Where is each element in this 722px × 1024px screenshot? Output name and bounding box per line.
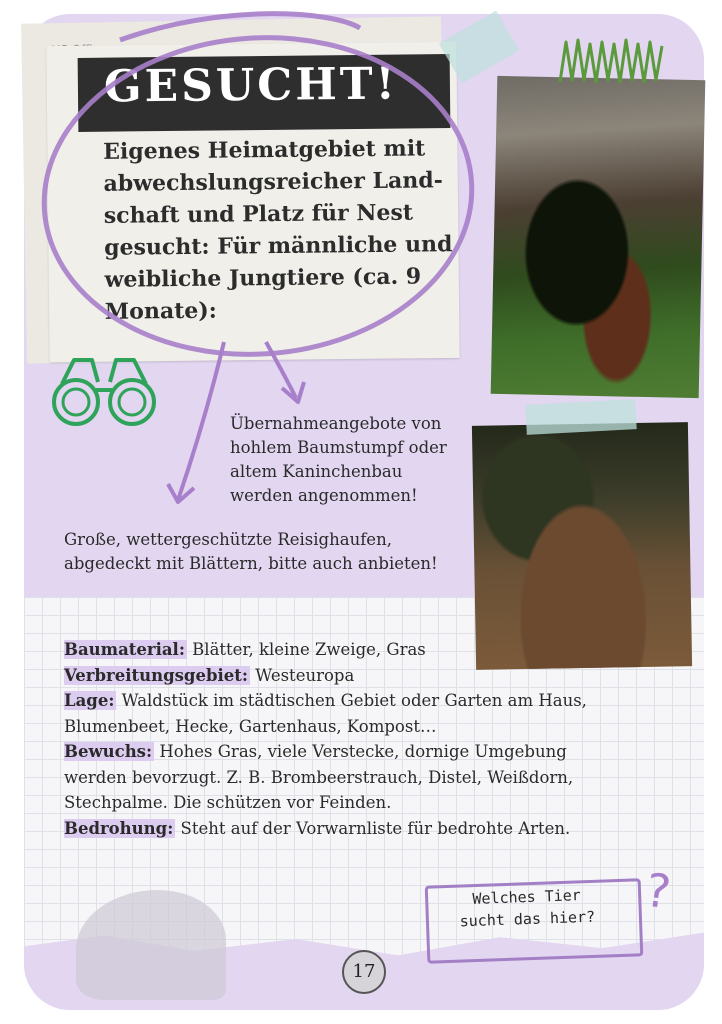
question-mark-icon: ? bbox=[642, 862, 675, 920]
fact-distribution bbox=[64, 663, 624, 689]
fact-location bbox=[64, 688, 624, 739]
fact-label: Bedrohung: bbox=[64, 818, 174, 838]
fact-value: Westeuropa bbox=[249, 665, 355, 685]
tape-strip bbox=[525, 399, 636, 435]
quiz-line-1: Welches Tier bbox=[472, 886, 582, 908]
offer-text: Übernahmeangebote von hohlem Baumstumpf oder altem Kaninchenbau werden angenommen! bbox=[230, 414, 447, 505]
fact-label: Verbreitungsgebiet: bbox=[64, 665, 248, 685]
fact-label: Lage: bbox=[64, 691, 115, 710]
fact-building-material bbox=[64, 637, 624, 663]
page-number: 17 bbox=[342, 950, 386, 994]
fact-value: Hohes Gras, viele Verstecke, dornige Umgebung werden bevorzugt. Z. B. Brombeerstrauch, Distel, Weißdorn, Stechpalme. Die schützen vor Feinden. bbox=[64, 742, 574, 812]
brush-pile-text: Große, wettergeschützte Reisighaufen, abgedeckt mit Blättern, bitte auch anbieten! bbox=[64, 530, 438, 573]
fact-value: Steht auf der Vorwarnliste für bedrohte Arten. bbox=[175, 818, 571, 838]
newspaper-title: GESUCHT! bbox=[103, 58, 399, 113]
brush-pile-photo bbox=[472, 422, 692, 670]
quiz-line-2: sucht das hier? bbox=[459, 907, 596, 931]
facts-list bbox=[64, 637, 624, 841]
fact-value: Waldstück im städtischen Gebiet oder Garten am Haus, Blumenbeet, Hecke, Gartenhaus, Kompost… bbox=[64, 691, 587, 736]
fact-label: Baumaterial: bbox=[64, 640, 185, 659]
fact-vegetation bbox=[64, 739, 624, 816]
fact-value: Blätter, kleine Zweige, Gras bbox=[186, 640, 426, 659]
binoculars-icon bbox=[48, 352, 160, 432]
fact-label: Bewuchs: bbox=[64, 742, 153, 761]
newspaper-body: Eigenes Heimatgebiet mit abwechslungsreicher Land- schaft und Platz für Nest gesucht: Für männliche und weibliche Jungtiere (ca. 9 Monate): bbox=[103, 135, 453, 325]
quiz-question bbox=[441, 883, 612, 933]
tree-stump-photo bbox=[491, 76, 706, 398]
fact-threat bbox=[64, 816, 624, 842]
grass-scribble bbox=[556, 36, 668, 86]
